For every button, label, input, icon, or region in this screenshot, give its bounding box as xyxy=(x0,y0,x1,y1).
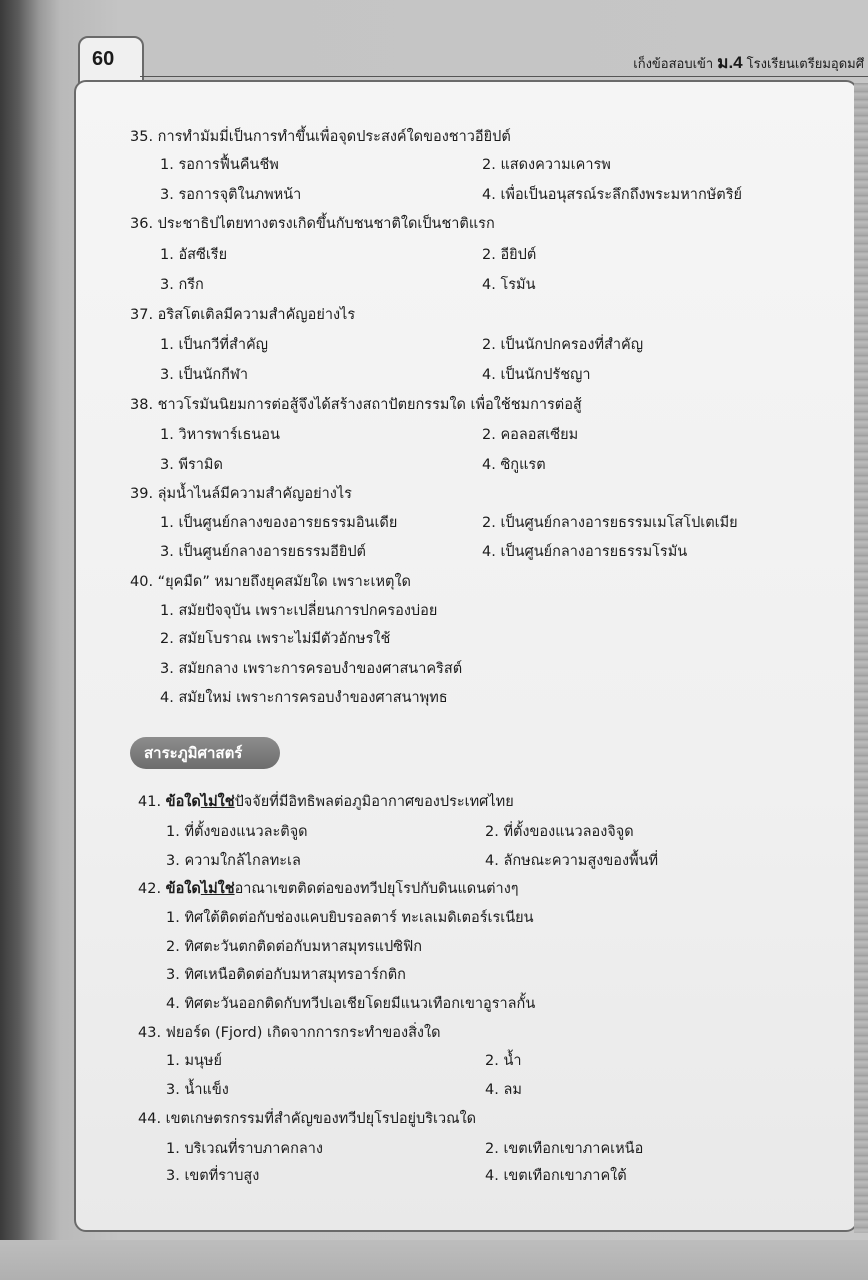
question-38: 38. ชาวโรมันนิยมการต่อสู้จึงได้สร้างสถาปัตยกรรมใด เพื่อใช้ชมการต่อสู้ xyxy=(130,397,582,413)
q40-option-1: 1. สมัยปัจจุบัน เพราะเปลี่ยนการปกครองบ่อย xyxy=(160,603,438,619)
header-rule xyxy=(140,76,868,77)
q37-option-3: 3. เป็นนักกีฬา xyxy=(160,367,249,383)
q42-option-4: 4. ทิศตะวันออกติดกับทวีปเอเชียโดยมีแนวเทือกเขาอูราลกั้น xyxy=(166,996,536,1012)
q43-option-4: 4. ลม xyxy=(485,1082,522,1098)
q38-option-3: 3. พีรามิด xyxy=(160,457,223,473)
q36-option-1: 1. อัสซีเรีย xyxy=(160,247,228,263)
q36-option-3: 3. กรีก xyxy=(160,277,204,293)
q37-option-4: 4. เป็นนักปรัชญา xyxy=(482,367,591,383)
question-37: 37. อริสโตเติลมีความสำคัญอย่างไร xyxy=(130,307,356,323)
q41-option-3: 3. ความใกล้ไกลทะเล xyxy=(166,853,301,869)
q44-option-3: 3. เขตที่ราบสูง xyxy=(166,1168,260,1184)
q39-option-3: 3. เป็นศูนย์กลางอารยธรรมอียิปต์ xyxy=(160,544,366,560)
question-40: 40. “ยุคมืด” หมายถึงยุคสมัยใด เพราะเหตุใด xyxy=(130,574,411,590)
q35-option-1: 1. รอการฟื้นคืนชีพ xyxy=(160,157,279,173)
q42-pre: ข้อใด xyxy=(165,881,201,897)
q36-option-4: 4. โรมัน xyxy=(482,277,536,293)
q39-option-2: 2. เป็นศูนย์กลางอารยธรรมเมโสโปเตเมีย xyxy=(482,515,738,531)
q36-option-2: 2. อียิปต์ xyxy=(482,247,537,263)
q42-emphasis: ไม่ใช่ xyxy=(200,881,235,897)
q38-option-4: 4. ซิกูแรต xyxy=(482,457,546,473)
q42-option-3: 3. ทิศเหนือติดต่อกับมหาสมุทรอาร์กติก xyxy=(166,967,406,983)
q44-option-2: 2. เขตเทือกเขาภาคเหนือ xyxy=(485,1141,644,1157)
facing-page-edge xyxy=(854,83,868,1233)
question-41 xyxy=(138,790,514,813)
q35-option-3: 3. รอการจุติในภพหน้า xyxy=(160,187,302,203)
question-35: 35. การทำมัมมี่เป็นการทำขึ้นเพื่อจุดประสงค์ใดของชาวอียิปต์ xyxy=(130,129,511,145)
header-suffix: โรงเรียนเตรียมอุดมศึ xyxy=(746,56,864,71)
q39-option-1: 1. เป็นศูนย์กลางของอารยธรรมอินเดีย xyxy=(160,515,398,531)
q40-option-4: 4. สมัยใหม่ เพราะการครอบงำของศาสนาพุทธ xyxy=(160,690,448,706)
q41-emphasis: ไม่ใช่ xyxy=(200,794,235,810)
q40-option-2: 2. สมัยโบราณ เพราะไม่มีตัวอักษรใช้ xyxy=(160,631,391,647)
q44-option-4: 4. เขตเทือกเขาภาคใต้ xyxy=(485,1168,627,1184)
q42-post: อาณาเขตติดต่อของทวีปยุโรปกับดินแดนต่างๆ xyxy=(234,881,519,897)
q41-option-1: 1. ที่ตั้งของแนวละติจูด xyxy=(166,824,308,840)
q37-option-1: 1. เป็นกวีที่สำคัญ xyxy=(160,337,269,353)
q38-option-2: 2. คอลอสเซียม xyxy=(482,427,579,443)
page-bottom-margin xyxy=(0,1240,868,1280)
question-44: 44. เขตเกษตรกรรมที่สำคัญของทวีปยุโรปอยู่บริเวณใด xyxy=(138,1111,477,1127)
q41-number: 41. xyxy=(138,794,162,810)
q43-option-2: 2. น้ำ xyxy=(485,1053,522,1069)
header-prefix: เก็งข้อสอบเข้า xyxy=(633,56,714,71)
q42-number: 42. xyxy=(138,881,162,897)
q35-option-2: 2. แสดงความเคารพ xyxy=(482,157,611,173)
q39-option-4: 4. เป็นศูนย์กลางอารยธรรมโรมัน xyxy=(482,544,688,560)
q43-option-1: 1. มนุษย์ xyxy=(166,1053,222,1069)
question-36: 36. ประชาธิปไตยทางตรงเกิดขึ้นกับชนชาติใดเป็นชาติแรก xyxy=(130,216,495,232)
q44-option-1: 1. บริเวณที่ราบภาคกลาง xyxy=(166,1141,323,1157)
q41-pre: ข้อใด xyxy=(165,794,201,810)
page-number: 60 xyxy=(92,48,115,70)
q42-option-2: 2. ทิศตะวันตกติดต่อกับมหาสมุทรแปซิฟิก xyxy=(166,939,423,955)
q41-option-2: 2. ที่ตั้งของแนวลองจิจูด xyxy=(485,824,634,840)
running-header xyxy=(0,49,868,71)
section-title-geography: สาระภูมิศาสตร์ xyxy=(130,737,280,769)
question-42 xyxy=(138,877,519,900)
question-43: 43. ฟยอร์ด (Fjord) เกิดจากการกระทำของสิ่งใด xyxy=(138,1025,441,1041)
q35-option-4: 4. เพื่อเป็นอนุสรณ์ระลึกถึงพระมหากษัตริย์ xyxy=(482,187,742,203)
header-level: ม.4 xyxy=(717,53,743,71)
q38-option-1: 1. วิหารพาร์เธนอน xyxy=(160,427,280,443)
q42-option-1: 1. ทิศใต้ติดต่อกับช่องแคบยิบรอลตาร์ ทะเลเมดิเตอร์เรเนียน xyxy=(166,910,534,926)
q40-option-3: 3. สมัยกลาง เพราะการครอบงำของศาสนาคริสต์ xyxy=(160,661,463,677)
question-39: 39. ลุ่มน้ำไนล์มีความสำคัญอย่างไร xyxy=(130,486,352,502)
q41-post: ปัจจัยที่มีอิทธิพลต่อภูมิอากาศของประเทศไทย xyxy=(234,794,514,810)
q43-option-3: 3. น้ำแข็ง xyxy=(166,1082,229,1098)
q41-option-4: 4. ลักษณะความสูงของพื้นที่ xyxy=(485,853,659,869)
q37-option-2: 2. เป็นนักปกครองที่สำคัญ xyxy=(482,337,644,353)
